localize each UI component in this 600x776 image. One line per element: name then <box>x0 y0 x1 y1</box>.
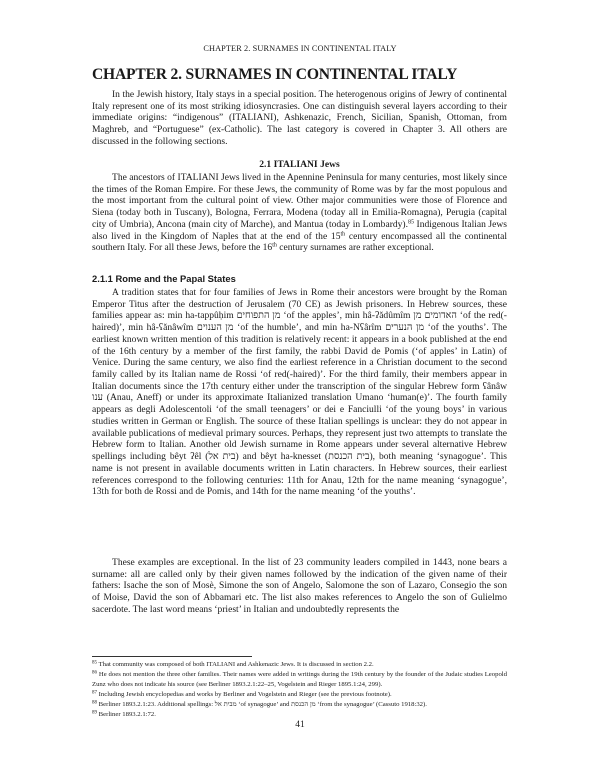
footnote-ref-85: 85 <box>408 219 414 226</box>
footnote <box>92 670 507 690</box>
running-head <box>0 44 600 53</box>
section-paragraph-tail: Indigenous Italian Jews also lived in the Kingdom of Naples that at the end of the 15 <box>92 218 507 242</box>
section-paragraph-text: The ancestors of ITALIANI Jews lived in the Apennine Peninsula for many centuries, most likely since the times of the Roman Empire. For these Jews, the community of Rome was by far the most populous and the most important from the cultural point of view. Other major communities were those of Florence and Siena (today both in Tuscany), Bologna, Ferrara, Modena (today all in Emilia-Romagna), Perugia (capital city of Umbria), Ancona (main city of Marche), and Mantua (today in Lombardy). <box>92 172 507 230</box>
section-paragraph-tail2: century encompassed all the continental southern Italy. For all these Jews, before the 16 <box>92 230 507 254</box>
footnote-text: That community was composed of both ITALIANI and Ashkenazic Jews. It is discussed in section 2.2. <box>98 661 374 668</box>
subsection-heading: 2.1.1 Rome and the Papal States <box>92 273 236 284</box>
footnote-text: He does not mention the three other families. Their names were added in writings during the 19th century by the founder of the Judaic studies Leopold Zunz who does not indicate his source (see Berliner 1893.2.1:22–25, Vogelstein and Rieger 1895.1:24, 299). <box>92 671 508 688</box>
final-paragraph: These examples are exceptional. In the list of 23 community leaders compiled in 1443, none bears a surname: all are called only by their given names followed by the indication of the given name of their fathers: Isache the son of Mosè, Simone the son of Angelo, Salomone the son of Lazaro, Consegio the son of Moise, David the son of Abbamari etc. The list also makes references to Angelo the son of Gulielmo sacerdote. The last word means ‘priest’ in Italian and undoubtedly represents the <box>92 557 507 615</box>
intro-paragraph-block <box>92 89 507 148</box>
footnote <box>92 710 507 720</box>
footnote <box>92 660 507 670</box>
subsection-paragraph: A tradition states that for four families of Jews in Rome their ancestors were brought by the Roman Emperor Titus after the destruction of Jerusalem (70 CE) as Jewish prisoners. In Hebrew sources, these families appear as: min ha-tappûḥim מן התפוחים ‘of the apples’, min hâ-ʔădûmîm האדומים מן ‘of the red(-haired)’, min hâ-ʕănâwîm מן הענוים ‘of the humble’, and min ha-Nʕârîm מן הנערים ‘of the youths’. The earliest known written mention of this tradition is relatively recent: it appears in a book published at the end of the 16th century by a member of the first family, the rabbi David de Pomis (‘of apples’ in Latin) of Venice. During the same century, we also find the earliest reference in a Christian document to the second family called by its Italian name de Rossi ‘of red(-haired)’. For the third family, their members appear in Italian documents since the 17th century either under the transcription of the singular Hebrew form ʕânâw ענו (Anau, Aneff) or under its approximate Italianized translation Umano ‘human(e)’. The fourth family appears as degli Adolescentoli ‘of the small teenagers’ or dei e Fanciulli ‘of the young boys’ in various studies written in German or English. The source of these Italian spellings is unclear: they do not appear in available publications of medieval primary sources. Perhaps, they represent just two attempts to translate the Hebrew form to Italian. Another old Jewish surname in Rome appears under several alternative Hebrew spellings including bêyt ʔêl (בית אל) and bêyt ha-knesset (בית הכנסת), both meaning ‘synagogue’. This name is not present in available documents written in Latin characters. In Hebrew sources, their earliest references correspond to the following centuries: 11th for Anau, 12th for the name meaning ‘synagogue’, 13th for both de Rossi and de Pomis, and 14th for the name meaning ‘of the youths’. <box>92 287 507 498</box>
footnotes <box>92 660 507 720</box>
footnote-rule <box>92 656 252 657</box>
century-sup: th <box>272 242 277 249</box>
footnote <box>92 700 507 710</box>
footnote-number: 86 <box>92 670 97 676</box>
section-paragraph <box>92 172 507 254</box>
footnote <box>92 690 507 700</box>
section-paragraph-block <box>92 172 507 254</box>
footnote-text: Including Jewish encyclopedias and works by Berliner and Vogelstein and Rieger (see the previous footnote). <box>98 691 392 698</box>
section-heading-text: 2.1 ITALIANI Jews <box>259 159 340 170</box>
page-number: 41 <box>295 720 305 730</box>
section-heading <box>92 159 507 170</box>
footnote-number: 85 <box>92 660 97 666</box>
section-paragraph-tail3: century surnames are rather exceptional. <box>276 242 434 254</box>
footnote-text: Berliner 1893.2.1:23. Additional spellings: מבית אל ‘of synagogue’ and מן הכנסת ‘from the synagogue’ (Cassuto 1918:32). <box>98 701 427 708</box>
subsection-paragraph-block <box>92 287 507 498</box>
footnote-number: 87 <box>92 690 97 696</box>
final-paragraph-block <box>92 557 507 616</box>
footnote-number: 88 <box>92 700 97 706</box>
footnote-number: 89 <box>92 710 97 716</box>
intro-paragraph: In the Jewish history, Italy stays in a special position. The heterogenous origins of Jewry of continental Italy represent one of its most striking idiosyncrasies. One can distinguish several layers according to their immediate origins: “indigenous” (ITALIANI), Ashkenazic, French, Sicilian, Spanish, Ottoman, from Maghreb, and “Portuguese” (ex-Catholic). The last category is covered in Chapter 3. All others are discussed in the following sections. <box>92 89 507 147</box>
footnote-text: Berliner 1893.2.1:72. <box>98 711 156 718</box>
chapter-title: CHAPTER 2. SURNAMES IN CONTINENTAL ITALY <box>92 66 458 83</box>
century-sup: th <box>340 231 346 238</box>
running-head-text: CHAPTER 2. SURNAMES IN CONTINENTAL ITALY <box>203 44 397 53</box>
